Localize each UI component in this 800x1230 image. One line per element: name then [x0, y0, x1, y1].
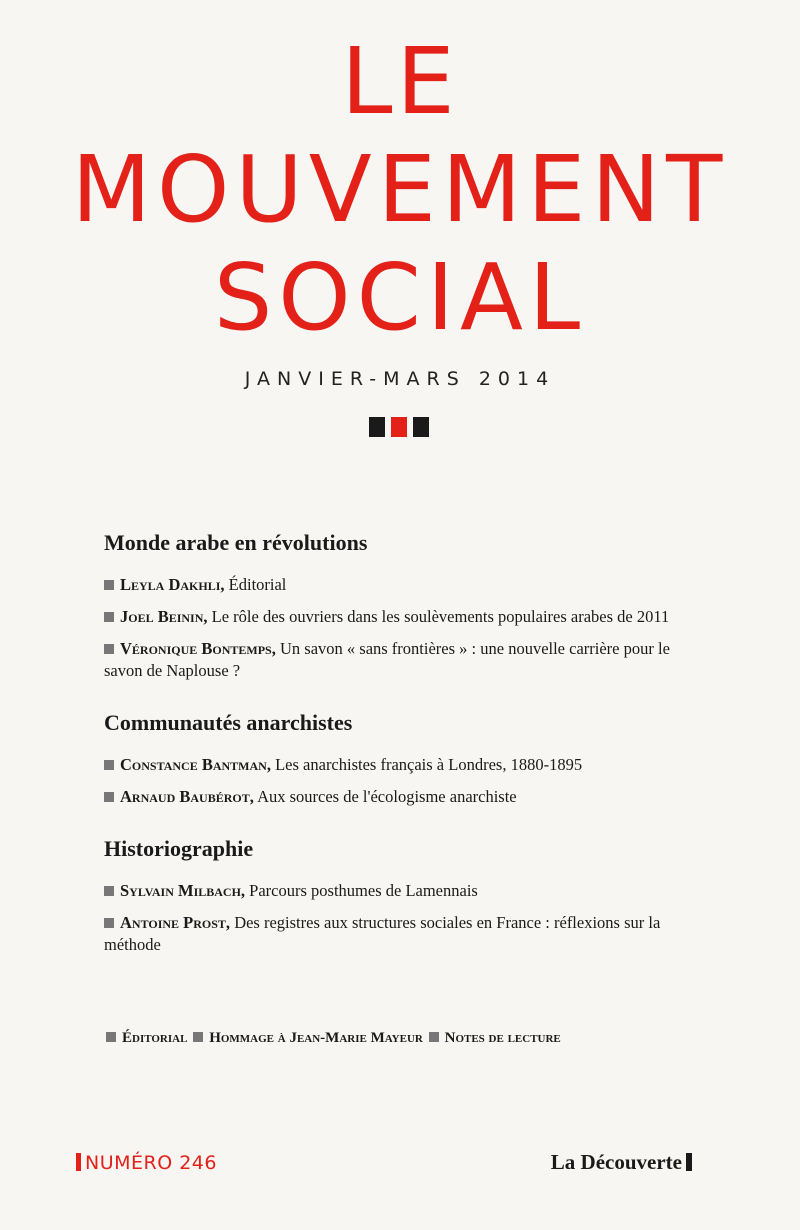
square-bullet-icon [104, 760, 114, 770]
publisher [551, 1150, 692, 1175]
section-monde-arabe [104, 530, 694, 682]
section-communautes [104, 710, 694, 808]
toc-entry [104, 880, 694, 902]
entry-author: Arnaud Baubérot, [120, 787, 254, 806]
entry-title: Aux sources de l'écologisme anarchiste [257, 787, 517, 806]
red-bar-icon [76, 1153, 81, 1171]
rubrique-item: Éditorial [122, 1030, 188, 1046]
toc-entry [104, 574, 694, 596]
square-bullet-icon [104, 886, 114, 896]
title-line-2: MOUVEMENT [71, 136, 729, 243]
entry-title: Le rôle des ouvriers dans les soulèvements populaires arabes de 2011 [211, 607, 670, 626]
toc-entry [104, 912, 694, 956]
entry-title: Éditorial [228, 575, 287, 594]
issue-number-text: NUMÉRO 246 [85, 1152, 217, 1174]
square-bullet-icon [104, 644, 114, 654]
section-title: Historiographie [104, 836, 254, 861]
black-square-icon [369, 417, 385, 437]
red-square-icon [391, 417, 407, 437]
rubrique-item: Hommage à Jean-Marie Mayeur [209, 1030, 423, 1046]
toc-entry [104, 638, 694, 682]
issue-date: JANVIER-MARS 2014 [244, 368, 556, 390]
square-bullet-icon [104, 918, 114, 928]
section-title: Communautés anarchistes [104, 710, 353, 735]
black-square-icon [413, 417, 429, 437]
square-bullet-icon [193, 1032, 203, 1042]
entry-author: Antoine Prost, [120, 913, 231, 932]
title-line-1: LE [341, 28, 459, 135]
toc-entry [104, 754, 694, 776]
entry-author: Constance Bantman, [120, 755, 271, 774]
publisher-name: La Découverte [550, 1150, 682, 1174]
black-bar-icon [686, 1153, 692, 1171]
square-bullet-icon [106, 1032, 116, 1042]
section-title: Monde arabe en révolutions [104, 530, 368, 555]
entry-title: Les anarchistes français à Londres, 1880-1895 [275, 755, 583, 774]
entry-author: Joel Beinin, [120, 607, 208, 626]
entry-author: Véronique Bontemps, [120, 639, 276, 658]
toc-entry [104, 606, 694, 628]
table-of-contents [104, 530, 694, 984]
entry-title: Parcours posthumes de Lamennais [249, 881, 478, 900]
square-bullet-icon [104, 612, 114, 622]
rubriques-line [104, 1030, 561, 1047]
entry-author: Sylvain Milbach, [120, 881, 246, 900]
square-bullet-icon [429, 1032, 439, 1042]
square-bullet-icon [104, 580, 114, 590]
entry-title: Des registres aux structures sociales en France : réflexions sur la méthode [104, 913, 661, 954]
section-historiographie [104, 836, 694, 956]
decorative-squares [369, 417, 429, 437]
entry-title: Un savon « sans frontières » : une nouvelle carrière pour le savon de Naplouse ? [104, 639, 670, 680]
rubrique-item: Notes de lecture [444, 1030, 561, 1046]
issue-number [76, 1152, 217, 1174]
toc-entry [104, 786, 694, 808]
square-bullet-icon [104, 792, 114, 802]
title-line-3: SOCIAL [213, 244, 587, 351]
entry-author: Leyla Dakhli, [120, 575, 225, 594]
